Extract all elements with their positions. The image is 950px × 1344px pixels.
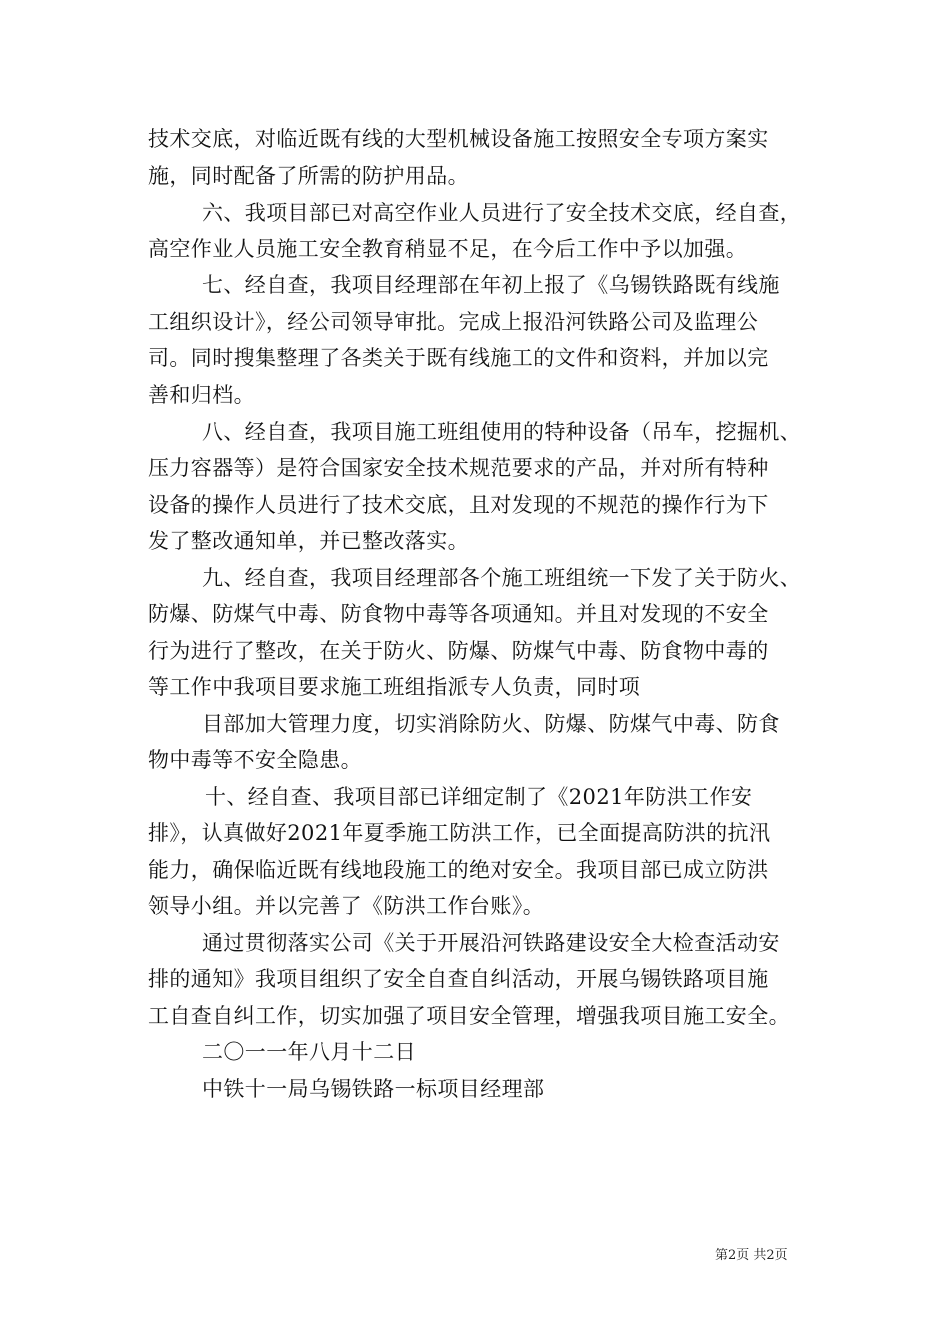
signature-line: 中铁十一局乌锡铁路一标项目经理部 <box>202 1077 545 1101</box>
text-line: 八、经自查，我项目施工班组使用的特种设备（吊车，挖掘机、 <box>202 420 802 444</box>
text-line: 工自查自纠工作，切实加强了项目安全管理，增强我项目施工安全。 <box>148 1004 790 1028</box>
text-line: 高空作业人员施工安全教育稍显不足，在今后工作中予以加强。 <box>148 237 748 261</box>
text-line: 九、经自查，我项目经理部各个施工班组统一下发了关于防火、 <box>202 566 802 590</box>
text-line: 施，同时配备了所需的防护用品。 <box>148 164 469 188</box>
text-line: 领导小组。并以完善了《防洪工作台账》。 <box>148 894 545 918</box>
text-line: 通过贯彻落实公司《关于开展沿河铁路建设安全大检查活动安 <box>202 931 780 955</box>
text-line: 压力容器等）是符合国家安全技术规范要求的产品，并对所有特种 <box>148 456 769 480</box>
text-line: 发了整改通知单，并已整改落实。 <box>148 529 469 553</box>
text-line: 能力，确保临近既有线地段施工的绝对安全。我项目部已成立防洪 <box>148 858 769 882</box>
text-line: 物中毒等不安全隐患。 <box>148 748 362 772</box>
text-line: 设备的操作人员进行了技术交底，且对发现的不规范的操作行为下 <box>148 493 769 517</box>
text-line: 目部加大管理力度，切实消除防火、防爆、防煤气中毒、防食 <box>202 712 780 736</box>
text-line: 善和归档。 <box>148 383 255 407</box>
text-line: 排的通知》我项目组织了安全自查自纠活动，开展乌锡铁路项目施 <box>148 967 769 991</box>
text-line: 行为进行了整改，在关于防火、防爆、防煤气中毒、防食物中毒的 <box>148 639 769 663</box>
text-line: 技术交底，对临近既有线的大型机械设备施工按照安全专项方案实 <box>148 127 769 151</box>
text-line: 七、经自查，我项目经理部在年初上报了《乌锡铁路既有线施 <box>202 273 780 297</box>
text-line: 防爆、防煤气中毒、防食物中毒等各项通知。并且对发现的不安全 <box>148 602 769 626</box>
page-number-footer: 第2页 共2页 <box>715 1248 788 1263</box>
text-line: 等工作中我项目要求施工班组指派专人负责，同时项 <box>148 675 641 699</box>
date-line: 二〇一一年八月十二日 <box>202 1040 416 1064</box>
text-line: 司。同时搜集整理了各类关于既有线施工的文件和资料，并加以完 <box>148 346 769 370</box>
text-line: 十、经自查、我项目部已详细定制了《2021年防洪工作安 <box>205 785 753 809</box>
text-line: 排》，认真做好2021年夏季施工防洪工作，已全面提高防洪的抗汛 <box>148 821 771 845</box>
text-line: 工组织设计》，经公司领导审批。完成上报沿河铁路公司及监理公 <box>148 310 759 334</box>
text-line: 六、我项目部已对高空作业人员进行了安全技术交底，经自查， <box>202 201 802 225</box>
